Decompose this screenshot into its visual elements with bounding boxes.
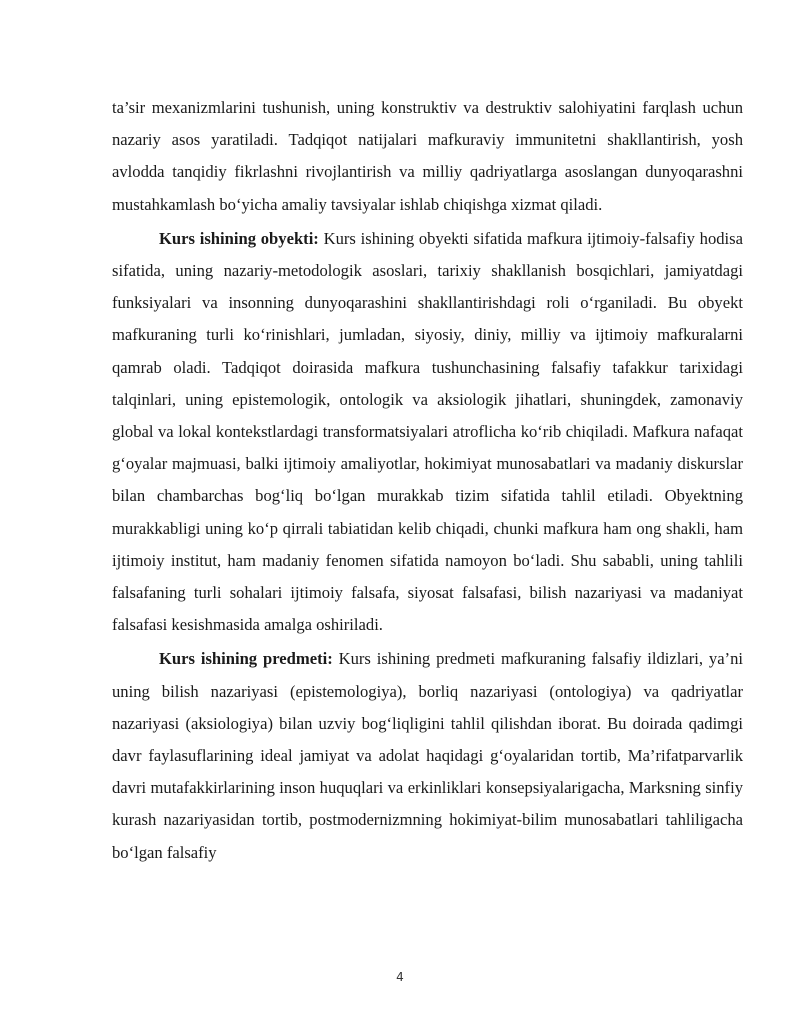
- paragraph-term-subject: Kurs ishining predmeti:: [159, 649, 333, 669]
- paragraph-text: ta’sir mexanizmlarini tushunish, uning konstruktiv va destruktiv salohiyatini farqlash uchun nazariy asos yaratiladi. Tadqiqot natijalari mafkuraviy immunitetni shakllantirish, yosh avlodda tanqidiy fikrlashni rivojlantirish va milliy qadriyatlarga asoslangan dunyoqarashni mustahkamlash bo‘yicha amaliy tavsiyalar ishlab chiqishga xizmat qiladi.: [112, 98, 743, 214]
- document-body: [112, 92, 743, 869]
- page-number: 4: [396, 970, 404, 984]
- paragraph-subject: [112, 643, 743, 868]
- paragraph-object: [112, 223, 743, 642]
- paragraph-term-object: Kurs ishining obyekti:: [159, 228, 319, 248]
- paragraph-text: Kurs ishining obyekti sifatida mafkura ijtimoiy-falsafiy hodisa sifatida, uning nazariy-metodologik asoslari, tarixiy shakllanish bosqichlari, jamiyatdagi funksiyalari va insonning dunyoqarashini shakllantirishdagi roli o‘rganiladi. Bu obyekt mafkuraning turli ko‘rinishlari, jumladan, siyosiy, diniy, milliy va ijtimoiy mafkuralarni qamrab oladi. Tadqiqot doirasida mafkura tushunchasining falsafiy tafakkur tarixidagi talqinlari, uning epistemologik, ontologik va aksiologik jihatlari, shuningdek, zamonaviy global va lokal kontekstlardagi transformatsiyalari atroflicha ko‘rib chiqiladi. Mafkura nafaqat g‘oyalar majmuasi, balki ijtimoiy amaliyotlar, hokimiyat munosabatlari va madaniy diskurslar bilan chambarchas bog‘liq bo‘lgan murakkab tizim sifatida tahlil etiladi. Obyektning murakkabligi uning ko‘p qirrali tabiatidan kelib chiqadi, chunki mafkura ham ong shakli, ham ijtimoiy institut, ham madaniy fenomen sifatida namoyon bo‘ladi. Shu sababli, uning tahlili falsafaning turli sohalari ijtimoiy falsafa, siyosat falsafasi, bilish nazariyasi va madaniyat falsafasi kesishmasida amalga oshiriladi.: [112, 228, 743, 635]
- paragraph-intro-continuation: [112, 92, 743, 221]
- paragraph-text: Kurs ishining predmeti mafkuraning falsafiy ildizlari, ya’ni uning bilish nazariyasi (epistemologiya), borliq nazariyasi (ontologiya) va qadriyatlar nazariyasi (aksiologiya) bilan uzviy bog‘liqligini tahlil qilishdan iborat. Bu doirada qadimgi davr faylasuflarining ideal jamiyat va adolat haqidagi g‘oyalaridan tortib, Ma’rifatparvarlik davri mutafakkirlarining inson huquqlari va erkinliklari konsepsiyalarigacha, Marksning sinfiy kurash nazariyasidan tortib, postmodernizmning hokimiyat-bilim munosabatlari tahliligacha bo‘lgan falsafiy: [112, 649, 743, 862]
